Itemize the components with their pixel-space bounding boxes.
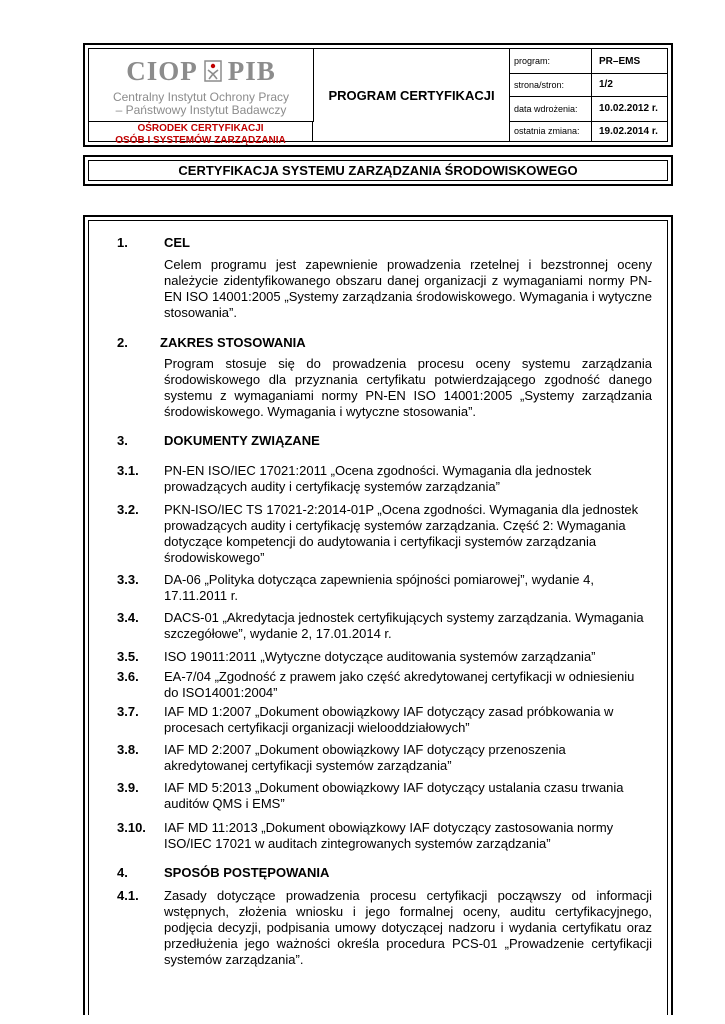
meta-label: data wdrożenia: bbox=[510, 96, 592, 121]
item-text: ISO 19011:2011 „Wytyczne dotyczące auditowania systemów zarządzania” bbox=[164, 649, 596, 664]
item-text: IAF MD 1:2007 „Dokument obowiązkowy IAF dotyczący zasad próbkowania w procesach certyfikacji organizacji wielooddziałowych” bbox=[164, 704, 614, 735]
doc-type-title: PROGRAM CERTYFIKACJI bbox=[314, 49, 510, 141]
item-text: PKN-ISO/IEC TS 17021-2:2014-01P „Ocena zgodności. Wymagania dla jednostek prowadzących audity i certyfikację systemów zarządzania. Część 2: Wymagania dotyczące kompetencji do audytowania i certyfikacji systemów zarządzania środowiskowego” bbox=[164, 502, 639, 565]
section-number: 4. bbox=[117, 865, 128, 880]
item-number: 3.6. bbox=[117, 669, 139, 684]
section-number: 3. bbox=[117, 433, 128, 448]
meta-row-program bbox=[510, 49, 667, 74]
meta-label: strona/stron: bbox=[510, 73, 592, 96]
doc-title-box bbox=[83, 155, 673, 186]
logo-left-text: CIOP bbox=[126, 56, 198, 86]
doc-title: CERTYFIKACJA SYSTEMU ZARZĄDZANIA ŚRODOWISKOWEGO bbox=[88, 160, 668, 181]
item-number: 3.10. bbox=[117, 820, 146, 835]
department-cell bbox=[89, 121, 313, 146]
department-line1: OŚRODEK CERTYFIKACJI bbox=[137, 123, 264, 134]
item-number: 3.3. bbox=[117, 572, 139, 587]
institute-name-line1: Centralny Instytut Ochrony Pracy bbox=[112, 90, 290, 104]
item-text: IAF MD 5:2013 „Dokument obowiązkowy IAF dotyczący ustalania czasu trwania auditów QMS i EMS” bbox=[164, 780, 624, 811]
meta-label: program: bbox=[510, 49, 592, 73]
logo-cell bbox=[89, 49, 314, 122]
item-number: 3.2. bbox=[117, 502, 139, 517]
item-number: 3.7. bbox=[117, 704, 139, 719]
paragraph: Program stosuje się do prowadzenia procesu oceny systemu zarządzania środowiskowego dla przyznania certyfikatu potwierdzającego zgodność danego systemu z wymaganiami normy PN-EN ISO 14001:2005 „Systemy zarządzania środowiskowego. Wymagania i wytyczne stosowania”. bbox=[164, 356, 652, 419]
meta-label: ostatnia zmiana: bbox=[510, 121, 592, 141]
item-number: 4.1. bbox=[117, 888, 139, 903]
meta-value: 19.02.2014 r. bbox=[599, 125, 658, 137]
item-number: 3.1. bbox=[117, 463, 139, 478]
institute-name-line2: – Państwowy Instytut Badawczy bbox=[115, 103, 287, 117]
department-line2: OSÓB I SYSTEMÓW ZARZĄDZANIA bbox=[115, 135, 286, 146]
item-text: IAF MD 11:2013 „Dokument obowiązkowy IAF dotyczący zastosowania normy ISO/IEC 17021 w auditach zintegrowanych systemów zarządzania” bbox=[164, 820, 614, 851]
worker-icon bbox=[204, 60, 222, 82]
meta-value: PR–EMS bbox=[599, 55, 641, 67]
item-text: DA-06 „Polityka dotycząca zapewnienia spójności pomiarowej”, wydanie 4, 17.11.2011 r. bbox=[164, 572, 594, 603]
item-text: EA-7/04 „Zgodność z prawem jako część akredytowanej certyfikacji w odniesieniu do ISO14001:2004” bbox=[164, 669, 635, 700]
section-title: CEL bbox=[164, 235, 190, 250]
item-number: 3.9. bbox=[117, 780, 139, 795]
section-number: 2. bbox=[117, 335, 128, 350]
item-number: 3.4. bbox=[117, 610, 139, 625]
document-header bbox=[83, 43, 673, 147]
logo-right-text: PIB bbox=[227, 56, 276, 86]
meta-row-last-change bbox=[510, 121, 667, 141]
item-number: 3.8. bbox=[117, 742, 139, 757]
meta-row-implementation-date bbox=[510, 96, 667, 122]
item-text: Zasady dotyczące prowadzenia procesu certyfikacji począwszy od informacji wstępnych, złożenia wniosku i jego formalnej oceny, auditu certyfikacyjnego, podjęcia decyzji, podpisania umowy dotyczącej nadzoru i wydania certyfikatu oraz przedłużenia jego ważności określa procedura PCS-01 „Prowadzenie certyfikacji systemów zarządzania”. bbox=[164, 888, 652, 967]
section-title: DOKUMENTY ZWIĄZANE bbox=[164, 433, 320, 448]
section-title: SPOSÓB POSTĘPOWANIA bbox=[164, 865, 330, 880]
item-text: IAF MD 2:2007 „Dokument obowiązkowy IAF dotyczący przenoszenia akredytowanej certyfikacji systemów zarządzania” bbox=[164, 742, 566, 773]
item-text: DACS-01 „Akredytacja jednostek certyfikujących systemy zarządzania. Wymagania szczegółowe”, wydanie 2, 17.01.2014 r. bbox=[164, 610, 644, 641]
meta-table bbox=[510, 49, 667, 141]
meta-row-pages bbox=[510, 73, 667, 97]
meta-value: 10.02.2012 r. bbox=[599, 103, 658, 114]
item-text: PN-EN ISO/IEC 17021:2011 „Ocena zgodności. Wymagania dla jednostek prowadzących audity i certyfikację systemów zarządzania” bbox=[164, 463, 592, 494]
section-number: 1. bbox=[117, 235, 128, 250]
paragraph: Celem programu jest zapewnienie prowadzenia rzetelnej i bezstronnej oceny należycie zidentyfikowanego obszaru danej organizacji z wymaganiami normy PN-EN ISO 14001:2005 „Systemy zarządzania środowiskowego. Wymagania i wytyczne stosowania”. bbox=[164, 257, 652, 320]
item-number: 3.5. bbox=[117, 649, 139, 664]
ciop-pib-logo bbox=[89, 57, 313, 85]
meta-value: 1/2 bbox=[599, 79, 613, 90]
header-inner-frame bbox=[88, 48, 668, 146]
section-title: ZAKRES STOSOWANIA bbox=[160, 335, 306, 350]
